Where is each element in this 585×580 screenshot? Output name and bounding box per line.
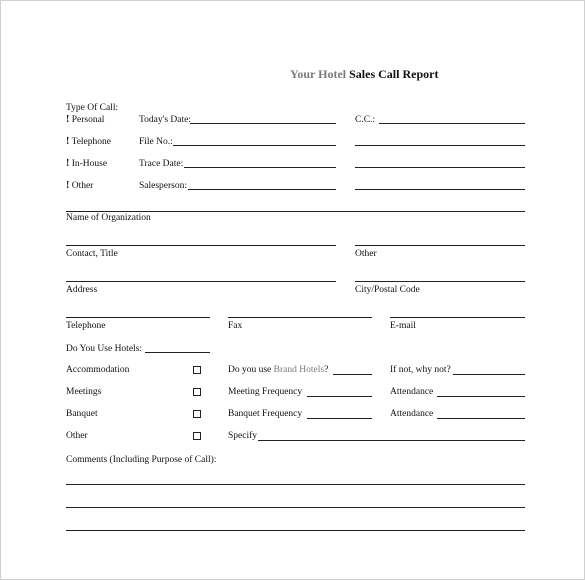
meeting-frequency-field[interactable] [307, 396, 372, 397]
todays-date-field[interactable] [190, 123, 336, 124]
comments-line-2[interactable] [66, 507, 525, 508]
cc-field-line-4[interactable] [355, 189, 525, 190]
email-label: E-mail [390, 321, 416, 331]
address-label: Address [66, 285, 98, 295]
title-hotel-name: Your Hotel [290, 67, 347, 81]
cc-field-line-3[interactable] [355, 167, 525, 168]
file-no-field[interactable] [173, 145, 336, 146]
city-postal-field[interactable] [390, 317, 525, 318]
contact-title-label: Contact, Title [66, 249, 118, 259]
option-label: Other [71, 181, 94, 191]
todays-date-label: Today's Date: [139, 115, 191, 125]
if-not-label: If not, why not? [390, 365, 451, 375]
use-hotels-field[interactable] [145, 352, 210, 353]
salesperson-field[interactable] [188, 189, 336, 190]
specify-label: Specify [228, 431, 258, 441]
file-no-label: File No.: [139, 137, 173, 147]
other-field-2[interactable] [355, 281, 525, 282]
call-type-telephone[interactable] [66, 137, 111, 148]
checkbox-banquet[interactable] [193, 410, 201, 418]
salesperson-label: Salesperson: [139, 181, 188, 191]
fax-label: Fax [228, 321, 243, 331]
brand-hotels-text: Brand Hotels [273, 365, 325, 375]
attendance-field[interactable] [437, 396, 525, 397]
option-marker: ! [66, 136, 70, 147]
brand-hotels-field[interactable] [333, 374, 372, 375]
call-type-in-house[interactable] [66, 159, 107, 170]
form-title [290, 68, 438, 80]
comments-label: Comments (Including Purpose of Call): [66, 455, 217, 465]
banquet-frequency-field[interactable] [307, 418, 372, 419]
option-marker: ! [66, 114, 70, 125]
telephone-label: Telephone [66, 321, 106, 331]
option-marker: ! [66, 180, 70, 191]
specify-field[interactable] [258, 440, 525, 441]
option-label: Personal [71, 115, 105, 125]
use-hotels-label: Do You Use Hotels: [66, 344, 143, 354]
address-field-2[interactable] [228, 317, 372, 318]
meeting-frequency-label: Meeting Frequency [228, 387, 303, 397]
checkbox-other[interactable] [193, 432, 201, 440]
usage-other-label: Other [66, 431, 88, 441]
option-label: Telephone [71, 137, 111, 147]
brand-question-prefix: Do you use [228, 365, 274, 375]
attendance-label-2: Attendance [390, 409, 434, 419]
title-report-name: Sales Call Report [349, 67, 439, 81]
usage-banquet-label: Banquet [66, 409, 98, 419]
cc-label: C.C.: [355, 115, 376, 125]
cc-field-line-2[interactable] [355, 145, 525, 146]
comments-line-1[interactable] [66, 484, 525, 485]
trace-date-field[interactable] [184, 167, 336, 168]
trace-date-label: Trace Date: [139, 159, 184, 169]
brand-question-suffix: ? [324, 365, 329, 375]
option-label: In-House [71, 159, 108, 169]
checkbox-meetings[interactable] [193, 388, 201, 396]
attendance-label: Attendance [390, 387, 434, 397]
call-type-other[interactable] [66, 181, 93, 192]
banquet-frequency-label: Banquet Frequency [228, 409, 303, 419]
divider [66, 211, 525, 212]
address-field[interactable] [66, 317, 210, 318]
usage-accommodation-label: Accommodation [66, 365, 130, 375]
organization-label: Name of Organization [66, 213, 151, 223]
contact-title-field[interactable] [66, 281, 336, 282]
organization-field[interactable] [66, 245, 336, 246]
brand-hotels-question [228, 366, 328, 376]
checkbox-accommodation[interactable] [193, 366, 201, 374]
cc-field[interactable] [379, 123, 525, 124]
if-not-field[interactable] [453, 374, 525, 375]
type-of-call-label: Type Of Call: [66, 103, 119, 113]
attendance-field-2[interactable] [437, 418, 525, 419]
other-label: Other [355, 249, 377, 259]
comments-line-3[interactable] [66, 530, 525, 531]
usage-meetings-label: Meetings [66, 387, 102, 397]
city-postal-label: City/Postal Code [355, 285, 420, 295]
other-field[interactable] [355, 245, 525, 246]
option-marker: ! [66, 158, 70, 169]
call-type-personal[interactable] [66, 115, 104, 126]
